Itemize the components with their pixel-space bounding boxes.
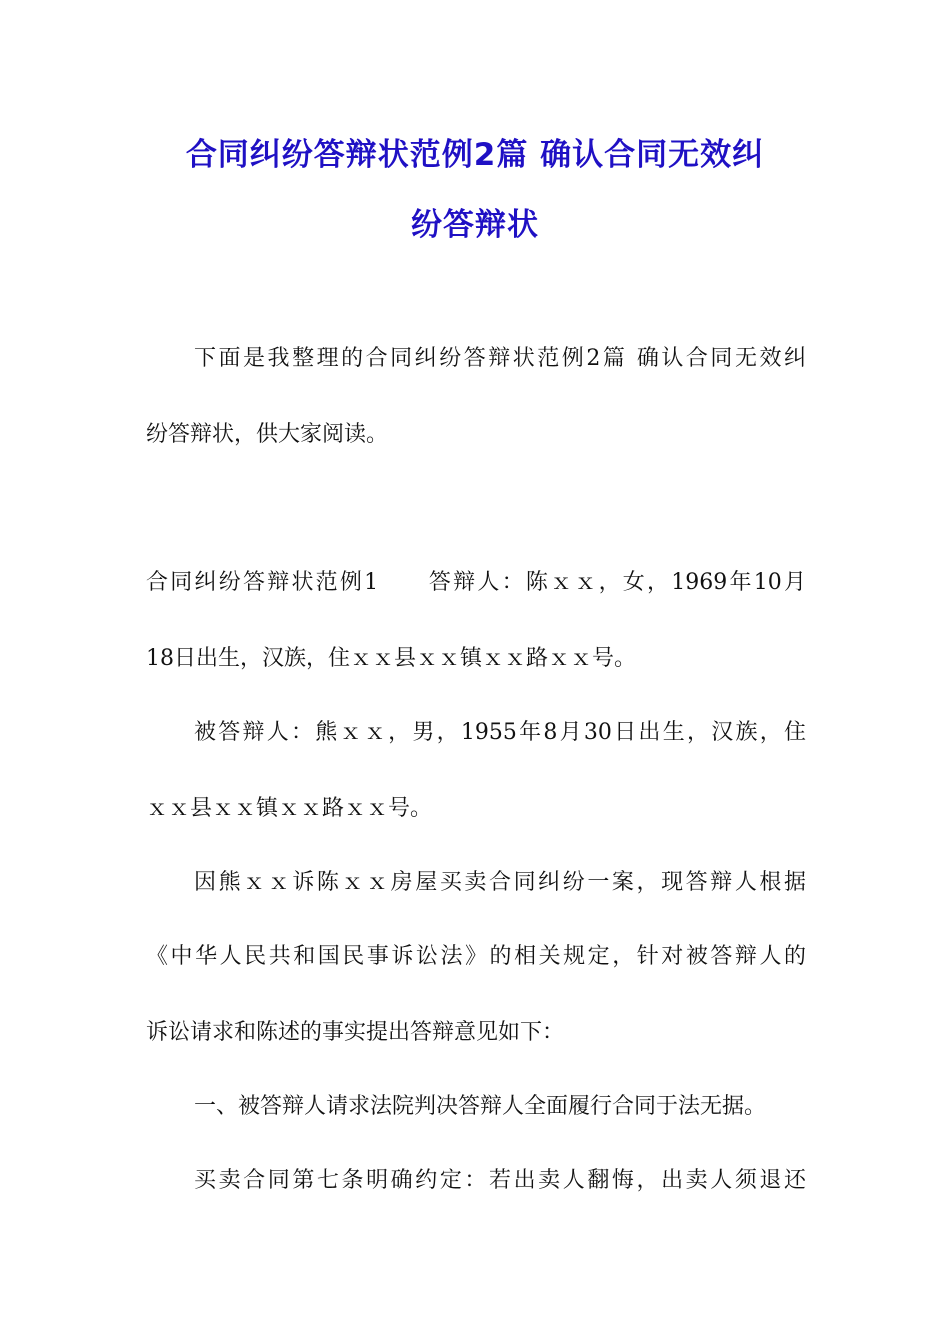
case-paragraph-line-2: 《中华人民共和国民事诉讼法》的相关规定，针对被答辩人的 xyxy=(146,944,806,969)
respondent-line: 18日出生，汉族，住ｘｘ县ｘｘ镇ｘｘ路ｘｘ号。 xyxy=(146,646,636,671)
contract-clause-line: 买卖合同第七条明确约定：若出卖人翻悔，出卖人须退还 xyxy=(194,1168,806,1193)
case-paragraph-line-1: 因熊ｘｘ诉陈ｘｘ房屋买卖合同纠纷一案，现答辩人根据 xyxy=(194,870,806,895)
document-title-line-2: 纷答辩状 xyxy=(411,207,539,243)
case-paragraph-line-3: 诉讼请求和陈述的事实提出答辩意见如下： xyxy=(146,1020,565,1045)
document-title-line-1: 合同纠纷答辩状范例2篇 确认合同无效纠 xyxy=(185,137,765,173)
intro-line-2: 纷答辩状，供大家阅读。 xyxy=(146,422,389,447)
plaintiff-line-1: 被答辩人：熊ｘｘ，男，1955年8月30日出生，汉族，住 xyxy=(194,720,806,745)
intro-line-1: 下面是我整理的合同纠纷答辩状范例2篇 确认合同无效纠 xyxy=(194,346,806,371)
plaintiff-line-2: ｘｘ县ｘｘ镇ｘｘ路ｘｘ号。 xyxy=(146,796,433,821)
point-one-heading: 一、被答辩人请求法院判决答辩人全面履行合同于法无据。 xyxy=(194,1094,767,1119)
example-heading-line: 合同纠纷答辩状范例1 答辩人：陈ｘｘ，女，1969年10月 xyxy=(146,570,806,595)
